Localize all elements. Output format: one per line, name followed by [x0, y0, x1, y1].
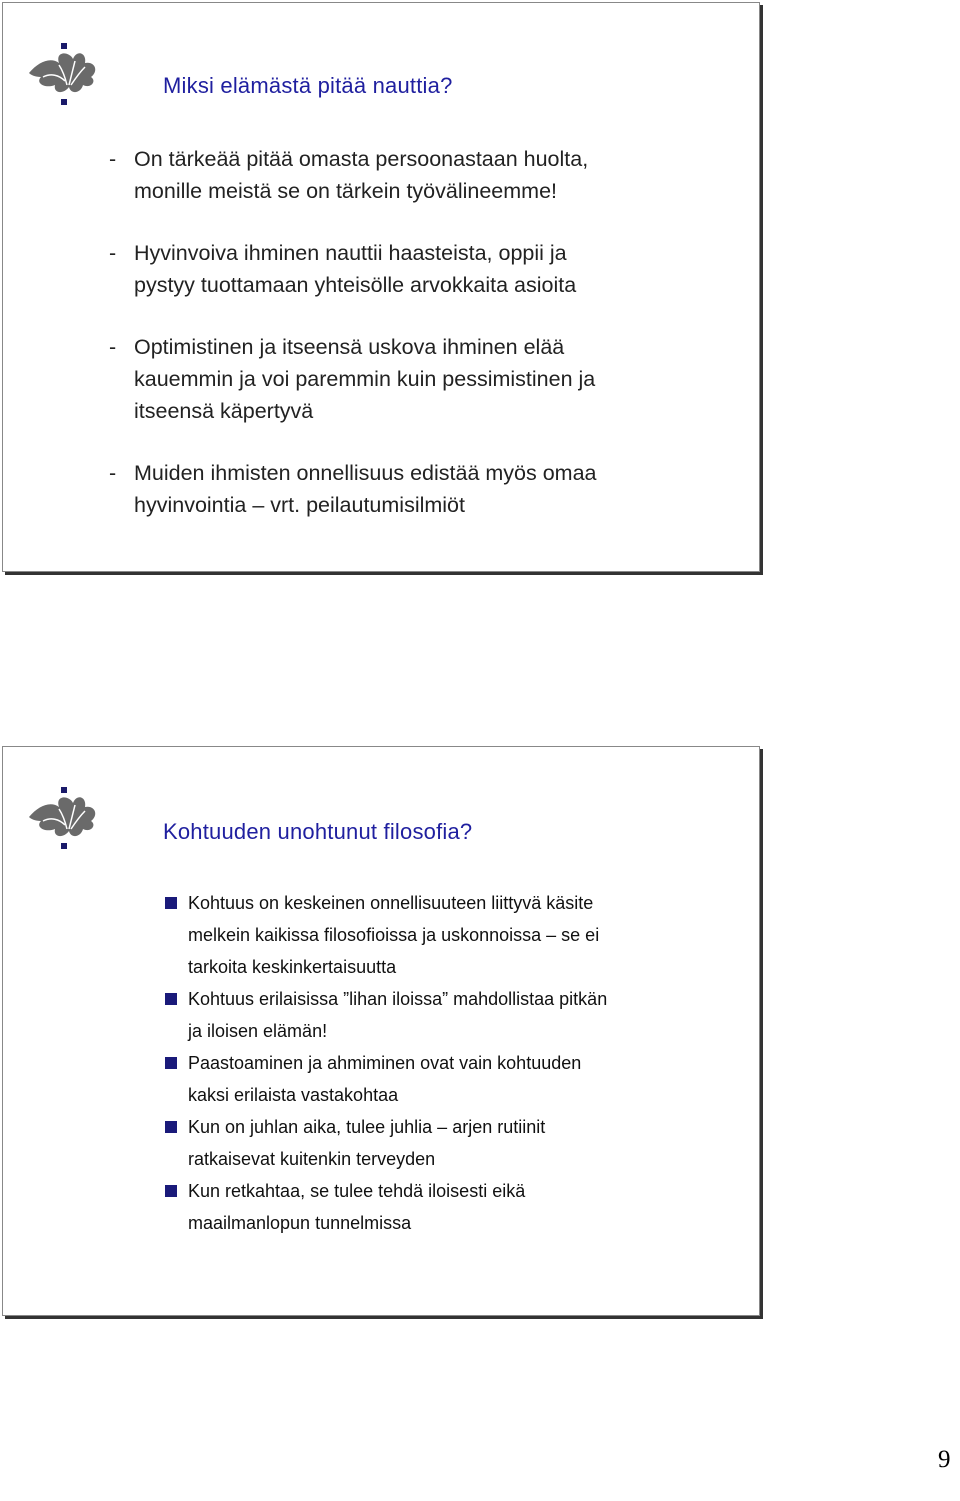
line: Muiden ihmisten onnellisuus edistää myös omaa: [134, 461, 597, 485]
square-bullet-icon: [165, 1121, 177, 1133]
line: Kun on juhlan aika, tulee juhlia – arjen rutiinit: [188, 1117, 546, 1137]
line: maailmanlopun tunnelmissa: [188, 1213, 412, 1233]
line: ratkaisevat kuitenkin terveyden: [188, 1149, 436, 1169]
list-item: [165, 887, 745, 983]
dash-marker: -: [109, 241, 117, 265]
line: Kun retkahtaa, se tulee tehdä iloisesti eikä: [188, 1181, 526, 1201]
dash-list: [109, 143, 739, 551]
list-item: [165, 1175, 745, 1239]
square-bullet-icon: [165, 993, 177, 1005]
line: pystyy tuottamaan yhteisölle arvokkaita asioita: [134, 273, 577, 297]
list-item: [109, 457, 739, 521]
list-item: [165, 983, 745, 1047]
line: ja iloisen elämän!: [188, 1021, 328, 1041]
line: On tärkeää pitää omasta persoonastaan huolta,: [134, 147, 589, 171]
dash-marker: -: [109, 147, 117, 171]
square-bullet-icon: [165, 897, 177, 909]
line: melkein kaikissa filosofioissa ja uskonnoissa – se ei: [188, 925, 600, 945]
line: Optimistinen ja itseensä uskova ihminen elää: [134, 335, 565, 359]
list-item: [109, 331, 739, 427]
line: Kohtuus on keskeinen onnellisuuteen liittyvä käsite: [188, 893, 594, 913]
line: kauemmin ja voi paremmin kuin pessimistinen ja: [134, 367, 596, 391]
line: hyvinvointia – vrt. peilautumisilmiöt: [134, 493, 465, 517]
line: tarkoita keskinkertaisuutta: [188, 957, 397, 977]
line: Paastoaminen ja ahmiminen ovat vain kohtuuden: [188, 1053, 582, 1073]
line: monille meistä se on tärkein työvälineemme!: [134, 179, 558, 203]
line: Hyvinvoiva ihminen nauttii haasteista, oppii ja: [134, 241, 567, 265]
university-flame-logo-icon: [25, 37, 101, 117]
slide-2: [2, 746, 760, 1316]
slide-1: [2, 2, 760, 572]
list-item: [165, 1111, 745, 1175]
list-item: [109, 143, 739, 207]
list-item: [165, 1047, 745, 1111]
bullet-list: [165, 887, 745, 1239]
line: kaksi erilaista vastakohtaa: [188, 1085, 399, 1105]
dash-marker: -: [109, 335, 117, 359]
square-bullet-icon: [165, 1057, 177, 1069]
list-item: [109, 237, 739, 301]
line: Kohtuus erilaisissa ”lihan iloissa” mahdollistaa pitkän: [188, 989, 608, 1009]
page-number: 9: [938, 1446, 951, 1473]
square-bullet-icon: [165, 1185, 177, 1197]
slide-title: Kohtuuden unohtunut filosofia?: [163, 819, 473, 844]
university-flame-logo-icon: [25, 781, 101, 861]
slide-title: Miksi elämästä pitää nauttia?: [163, 73, 453, 98]
dash-marker: -: [109, 461, 117, 485]
line: itseensä käpertyvä: [134, 399, 314, 423]
